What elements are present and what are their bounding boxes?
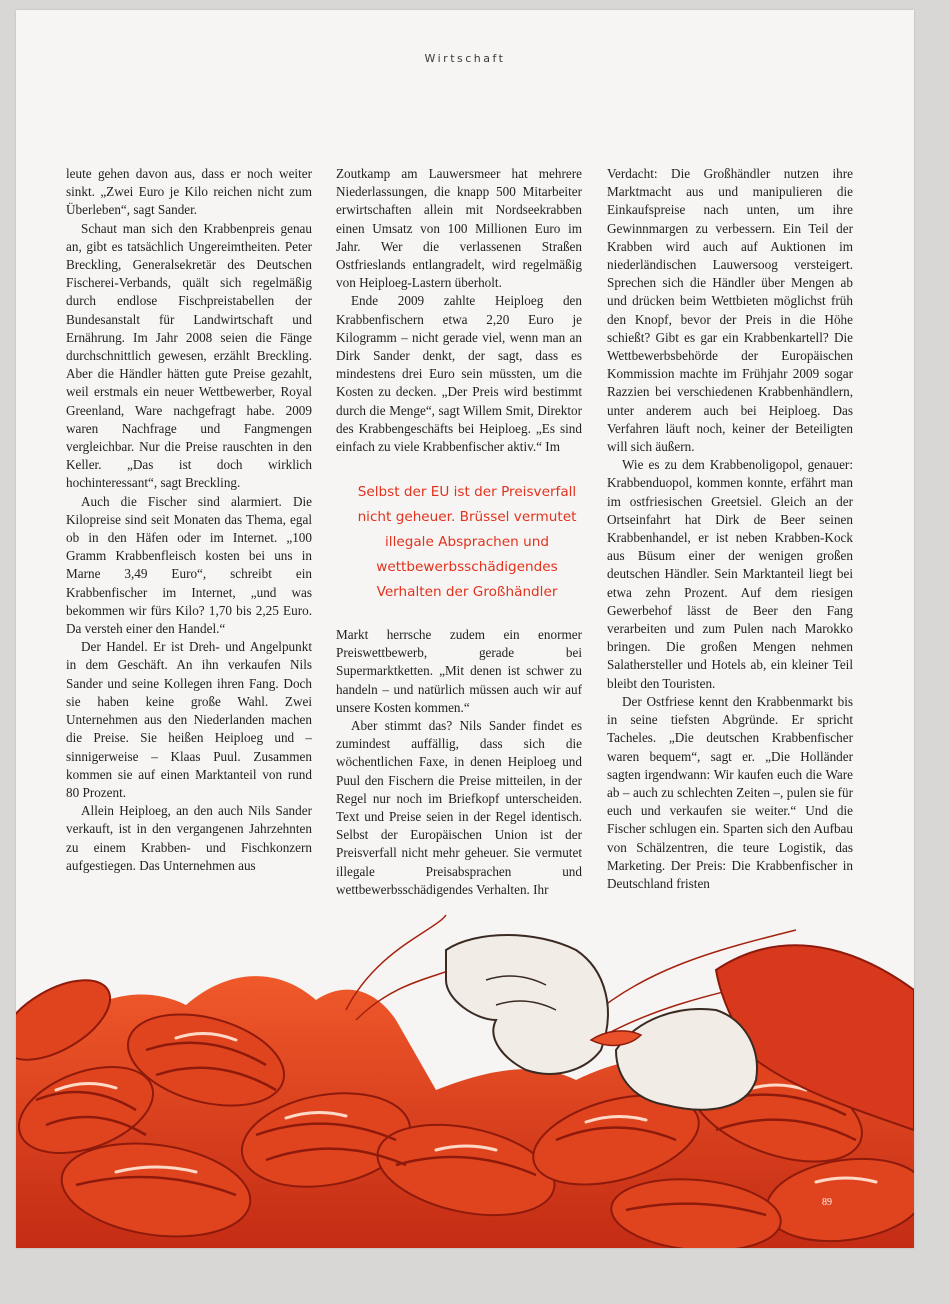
left-hand <box>446 935 608 1074</box>
paragraph: Schaut man sich den Krabbenpreis genau an, gibt es tatsächlich Ungereimtheiten. Peter Breckling, Generalsekretär des Deutschen Fischerei-Verbands, quält sich regelmäßig durch endlose Fischpreistabellen der Bundesanstalt für Landwirtschaft und Ernährung. Im Jahr 2008 seien die Fänge durchschnittlich gewesen, erzählt Breckling. Aber die Händler hätten gute Preise gezahlt, weil erstmals ein neuer Wettbewerber, Royal Greenland, Ware nachgefragt habe. 2009 waren Nachfrage und Fangmengen vergleichbar. Nur die Preise rauschten in den Keller. „Das ist doch wirklich hochinteressant“, sagt Breckling. <box>66 220 312 491</box>
magazine-page <box>16 10 914 1248</box>
paragraph: Auch die Fischer sind alarmiert. Die Kilopreise sind seit Monaten das Thema, egal ob in den Häfen oder im Internet. „100 Gramm Krabbenfleisch kosten bei uns in Marne 3,49 Euro“, schreibt ein Krabbenfischer im Internet, „und was bekommen wir fürs Kilo? 1,70 bis 2,25 Euro. Da versteh einer den Handel.“ <box>66 493 312 637</box>
paragraph: Zoutkamp am Lauwersmeer hat mehrere Niederlassungen, die knapp 500 Mitarbeiter erwirtschaften allein mit Nordseekrabben einen Umsatz von 100 Millionen Euro im Jahr. Wer die verlassenen Straßen Ostfrieslands entlangradelt, wird regelmäßig von Heiploeg-Lastern überholt. <box>336 166 582 291</box>
section-header: Wirtschaft <box>424 52 506 65</box>
paragraph: Der Handel. Er ist Dreh- und Angelpunkt in dem Geschäft. An ihn verkaufen Nils Sander und seine Kollegen ihren Fang. Doch sie haben keine große Wahl. Zwei Unternehmen aus den Niederlanden machen die Preise. Sie heißen Heiploeg und – sinnigerweise – Klaas Puul. Zusammen kommen sie auf einen Marktanteil von rund 80 Prozent. <box>66 639 312 800</box>
shrimp-illustration <box>16 910 914 1248</box>
pull-quote-line: Selbst der EU ist der Preisverfall <box>357 484 577 500</box>
paragraph: Aber stimmt das? Nils Sander findet es zumindest auffällig, dass sich die wöchentlichen Faxe, in denen Heiploeg und Puul den Fischern die Preise mitteilen, in der Regel nur noch im Briefkopf unterscheiden. Text und Preise seien in der Regel identisch. Selbst der Europäischen Union ist der Preisverfall nicht mehr geheuer. Sie vermutet illegale Preisabsprachen und wettbewerbsschädigendes Verhalten. Ihr <box>336 718 582 897</box>
paragraph: Allein Heiploeg, an den auch Nils Sander verkauft, ist in den vergangenen Jahrzehnten zu einem Krabben- und Fischkonzern aufgestiegen. Das Unternehmen aus <box>66 803 312 873</box>
paragraph: Wie es zu dem Krabbenoligopol, genauer: Krabbenduopol, kommen konnte, erfährt man im ostfriesischen Greetsiel. Gleich an der Ortseinfahrt hat Dirk de Beer seinen Krabbenhandel, er ist neben Krabben-Kock aus Büsum einer der wenigen großen deutschen Händler. Sein Marktanteil liegt bei etwa zehn Prozent. Auf dem riesigen Gewerbehof lässt de Beer den Fang verarbeiten und zum Pulen nach Marokko bringen. Die großen Mengen nehmen Salathersteller und Hotels ab, ein kleiner Teil bleibt den Touristen. <box>607 457 853 691</box>
pull-quote-line: Verhalten der Großhändler <box>376 584 558 600</box>
paragraph: Ende 2009 zahlte Heiploeg den Krabbenfischern etwa 2,20 Euro je Kilogramm – nicht gerade viel, wenn man an Dirk Sander denkt, der sagt, dass es mindestens drei Euro sein müssten, um die Kosten zu decken. „Der Preis wird bestimmt durch die Menge“, sagt Willem Smit, Direktor des Krabbengeschäfts bei Heiploeg. „Es sind einfach zu viele Krabbenfischer aktiv.“ Im <box>336 293 582 455</box>
pull-quote-line: nicht geheuer. Brüssel vermutet <box>357 509 577 525</box>
article-column-2-bottom <box>336 626 582 899</box>
paragraph: Markt herrsche zudem ein enormer Preiswettbewerb, gerade bei Supermarktketten. „Mit denen ist schwer zu handeln – und natürlich müssen auch wir auf unsere Kosten kommen.“ <box>336 627 582 715</box>
pull-quote <box>336 480 598 605</box>
pull-quote-line: wettbewerbsschädigendes <box>376 559 558 575</box>
right-hand <box>616 1009 757 1110</box>
article-column-3 <box>607 165 853 893</box>
page-number: 89 <box>822 1197 832 1208</box>
paragraph: leute gehen davon aus, dass er noch weiter sinkt. „Zwei Euro je Kilo reichen nicht zum Überleben“, sagt Sander. <box>66 166 312 218</box>
paragraph: Verdacht: Die Großhändler nutzen ihre Marktmacht aus und manipulieren die Einkaufspreise nach unten, um ihre Gewinnmargen zu verbessern. Ein Teil der Krabben wird auch auf Auktionen im niederländischen Lauwersoog versteigert. Sprechen sich die Händler über Mengen ab und drücken beim Wettbieten möglichst früh den Knopf, bevor der Preis in die Höhe schießt? Gibt es gar ein Krabbenkartell? Die Wettbewerbsbehörde der Europäischen Kommission machte im Frühjahr 2009 sogar Razzien bei verschiedenen Krabbenhändlern, unter anderem auch bei Heiploeg. Das Verfahren läuft noch, keiner der Beteiligten will sich äußern. <box>607 166 853 455</box>
article-column-2-top <box>336 165 582 456</box>
paragraph: Der Ostfriese kennt den Krabbenmarkt bis in seine tiefsten Abgründe. Er spricht Tacheles. „Die deutschen Krabbenfischer waren bequem“, sagt er. „Die Holländer sagten irgendwann: Wir kaufen euch die Ware ab – auch zu schlechten Zeiten –, pulen sie für euch und verkaufen sie weiter.“ Und die Fischer schlugen ein. Sparten sich den Aufbau von Schälzentren, die teure Logistik, das Marketing. Der Preis: Die Krabbenfischer in Deutschland fristen <box>607 693 853 891</box>
pull-quote-line: illegale Absprachen und <box>385 534 549 550</box>
article-column-1 <box>66 165 312 875</box>
